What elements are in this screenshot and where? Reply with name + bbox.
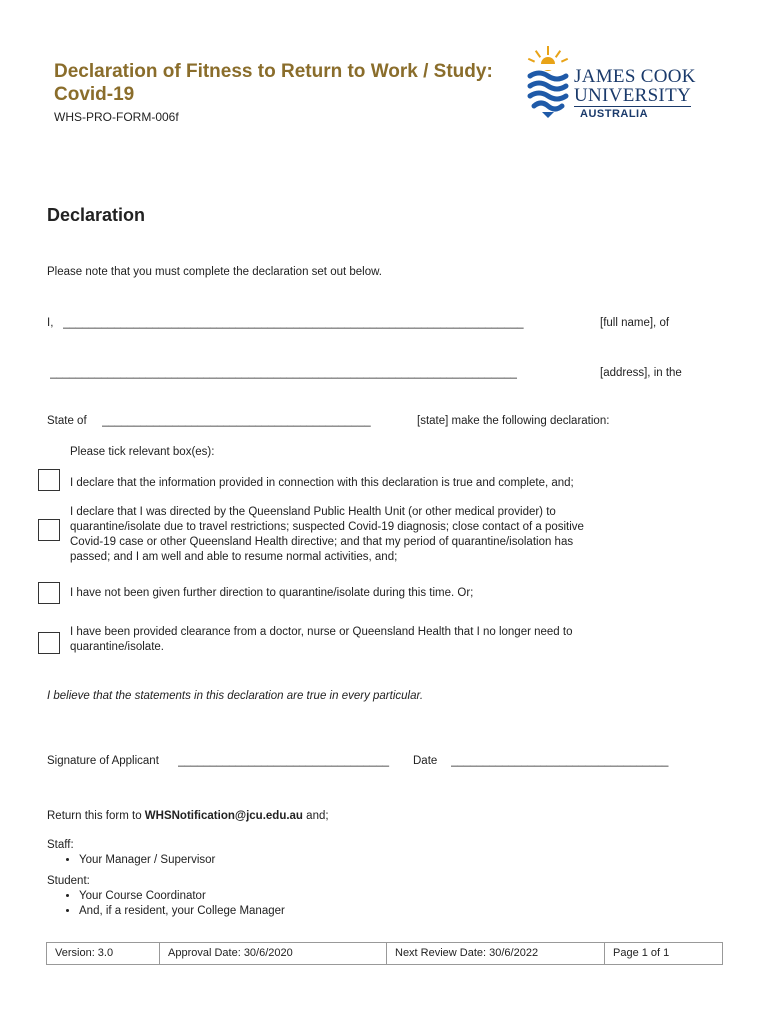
form-code: WHS-PRO-FORM-006f [54, 110, 179, 124]
checkbox-info-true[interactable] [38, 469, 60, 491]
jcu-sun-waves-icon [524, 42, 572, 120]
logo-text-line3: AUSTRALIA [580, 108, 649, 120]
intro-text: Please note that you must complete the declaration set out below. [47, 266, 382, 278]
signature-label: Signature of Applicant [47, 755, 159, 767]
full-name-field[interactable]: ________________________________________________________________________ [63, 317, 524, 329]
state-prefix: State of [47, 415, 87, 427]
option-no-further-direction-text: I have not been given further direction to quarantine/isolate during this time. Or; [70, 587, 474, 599]
checkbox-clearance[interactable] [38, 632, 60, 654]
return-suffix: and; [306, 810, 329, 822]
jcu-logo [524, 42, 714, 122]
option-directed-line3: Covid-19 case or other Queensland Health directive; and that my period of quarantine/isolation has [70, 536, 574, 548]
staff-label: Staff: [47, 839, 74, 851]
option-clearance-text [70, 625, 660, 655]
return-instruction [47, 809, 329, 824]
form-title-line1: Declaration of Fitness to Return to Work / Study: [54, 61, 493, 82]
full-name-label: [full name], of [600, 317, 670, 329]
footer-review-date: Next Review Date: 30/6/2022 [387, 943, 605, 964]
form-title-line2: Covid-19 [54, 84, 135, 105]
footer-table [46, 942, 723, 965]
student-label: Student: [47, 875, 90, 887]
return-email-link[interactable]: WHSNotification@jcu.edu.au [144, 810, 303, 822]
belief-statement: I believe that the statements in this declaration are true in every particular. [47, 690, 424, 702]
name-prefix: I, [47, 317, 54, 329]
date-label: Date [413, 755, 438, 767]
checkbox-no-further-direction[interactable] [38, 582, 60, 604]
staff-list [47, 853, 215, 868]
tick-instruction: Please tick relevant box(es): [70, 446, 215, 458]
signature-field[interactable]: _________________________________ [178, 755, 390, 767]
student-list [47, 889, 285, 919]
footer-version: Version: 3.0 [47, 943, 160, 964]
date-field[interactable]: __________________________________ [451, 755, 669, 767]
checkbox-directed-quarantine[interactable] [38, 519, 60, 541]
option-clearance-line2: quarantine/isolate. [70, 641, 164, 653]
section-heading: Declaration [47, 205, 146, 225]
return-prefix: Return this form to [47, 810, 142, 822]
form-title [54, 60, 524, 106]
list-item: • And, if a resident, your College Manager [79, 904, 285, 919]
footer-page-number: Page 1 of 1 [613, 947, 670, 959]
state-label: [state] make the following declaration: [417, 415, 610, 427]
option-directed-line2: quarantine/isolate due to travel restrictions; suspected Covid-19 diagnosis; close contact of a positive [70, 521, 584, 533]
address-label: [address], in the [600, 367, 682, 379]
state-field[interactable]: __________________________________________ [102, 415, 371, 427]
list-item: • Your Course Coordinator [79, 889, 285, 904]
option-directed-quarantine-text [70, 505, 660, 565]
list-item: • Your Manager / Supervisor [79, 853, 215, 868]
footer-approval-date: Approval Date: 30/6/2020 [160, 943, 387, 964]
option-directed-line1: I declare that I was directed by the Queensland Public Health Unit (or other medical provider) to [70, 506, 556, 518]
logo-text-line2: UNIVERSITY [574, 85, 691, 106]
option-info-true-text: I declare that the information provided in connection with this declaration is true and complete, and; [70, 477, 574, 489]
option-clearance-line1: I have been provided clearance from a doctor, nurse or Queensland Health that I no longer need to [70, 626, 573, 638]
address-field[interactable]: _________________________________________________________________________ [50, 367, 517, 379]
logo-text-line1: JAMES COOK [574, 66, 696, 87]
option-directed-line4: passed; and I am well and able to resume normal activities, and; [70, 551, 398, 563]
